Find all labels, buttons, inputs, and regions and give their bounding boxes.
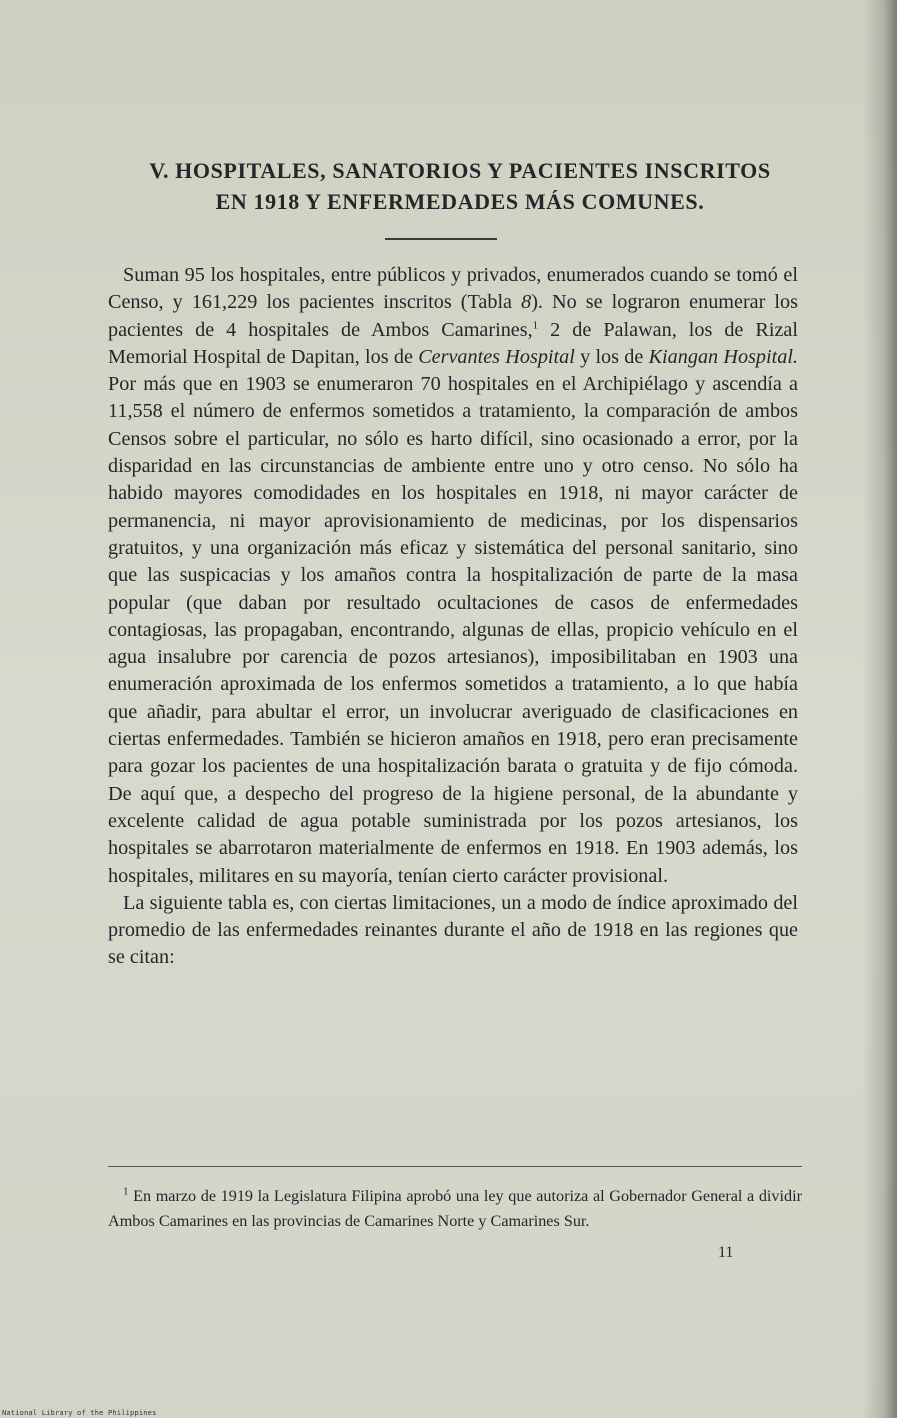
footnote-number: 1 bbox=[123, 1185, 129, 1198]
body-text bbox=[108, 262, 798, 972]
footnote bbox=[108, 1184, 802, 1234]
heading-line-2: EN 1918 Y ENFERMEDADES MÁS COMUNES. bbox=[215, 189, 705, 214]
library-credit: National Library of the Philippines bbox=[2, 1409, 157, 1417]
footnote-divider bbox=[108, 1166, 802, 1167]
page-number: 11 bbox=[718, 1244, 734, 1261]
heading-divider bbox=[385, 238, 497, 240]
paragraph-1: Suman 95 los hospitales, entre públicos y privados, enumerados cuando se tomó el Censo, y 161,229 los pacientes inscritos (Tabla 8). No se lograron enumerar los pacientes de 4 hospitales de Ambos Camarines,$^1$ 2 de Palawan, los de Rizal Memorial Hospital de Dapitan, los de Cervantes Hospital y los de Kiangan Hospital. Por más que en 1903 se enumeraron 70 hospitales en el Archipiélago y ascendía a 11,558 el número de enfermos sometidos a tratamiento, la comparación de ambos Censos sobre el particular, no sólo es harto difícil, sino ocasionado a error, por la disparidad en las circunstancias de ambiente entre uno y otro censo. No sólo ha habido mayores comodidades en los hospitales en 1918, ni mayor carácter de permanencia, ni mayor aprovisionamiento de medicinas, por los dispensarios gratuitos, y una organización más eficaz y sistemática del personal sanitario, sino que las suspicacias y los amaños contra la hospitalización de parte de la masa popular (que daban por resultado ocultaciones de casos de enfermedades contagiosas, las propagaban, encontrando, algunas de ellas, propicio vehículo en el agua insalubre por carencia de pozos artesianos), imposibilitaban en 1903 una enumeración aproximada de los enfermos sometidos a tratamiento, a lo que había que añadir, para abultar el error, un involucrar averiguado de clasificaciones en ciertas enfermedades. También se hicieron amaños en 1918, pero eran precisamente para gozar los pacientes de una hospitalización barata o gratuita y de fijo cómoda. De aquí que, a despecho del progreso de la higiene personal, de la abundante y excelente calidad de agua potable suministrada por los pozos artesianos, los hospitales se abarrotaron materialmente de enfermos en 1918. En 1903 además, los hospitales, militares en su mayoría, tenían cierto carácter provisional. bbox=[108, 264, 798, 887]
footnote-marker: 1 bbox=[532, 318, 539, 331]
paragraph-2: La siguiente tabla es, con ciertas limitaciones, un a modo de índice aproximado del promedio de las enfermedades reinantes durante el año de 1918 en las regiones que se citan: bbox=[108, 891, 798, 969]
footnote-text: En marzo de 1919 la Legislatura Filipina aprobó una ley que autoriza al Gobernador General a dividir Ambos Camarines en las provincias de Camarines Norte y Camarines Sur. bbox=[108, 1187, 802, 1230]
heading-line-1: V. HOSPITALES, SANATORIOS Y PACIENTES INSCRITOS bbox=[149, 158, 771, 183]
section-heading bbox=[100, 155, 820, 217]
book-spine-shadow bbox=[863, 0, 897, 1418]
hospital-name-kiangan: Kiangan Hospital. bbox=[648, 345, 798, 368]
table-reference: 8 bbox=[521, 291, 532, 314]
hospital-name-cervantes: Cervantes Hospital bbox=[418, 345, 575, 368]
